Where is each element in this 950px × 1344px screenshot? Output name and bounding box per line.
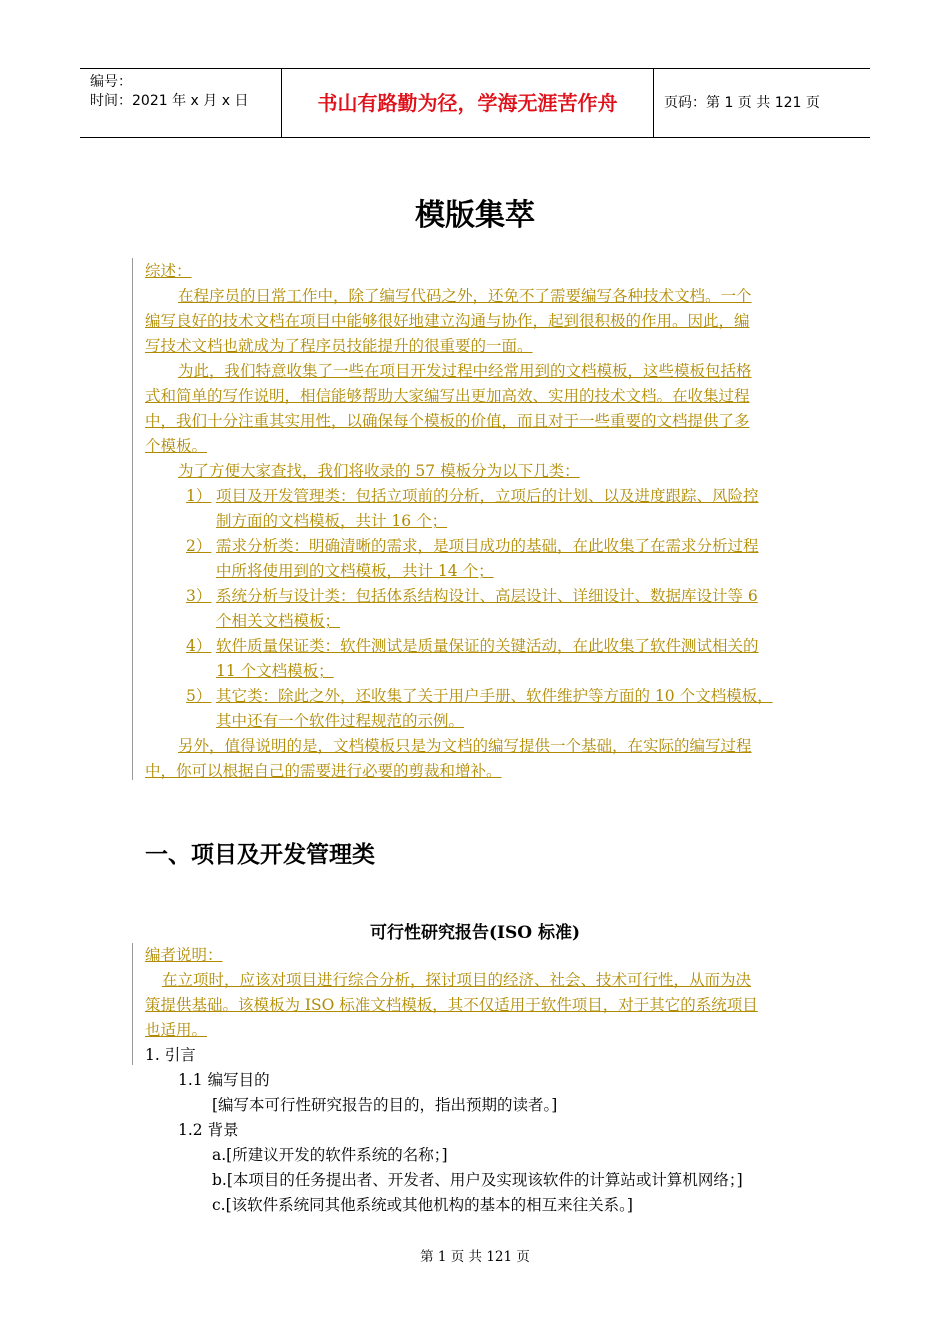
editor-note-heading: 编者说明：: [145, 946, 223, 964]
revision-bar: [132, 258, 133, 780]
editor-note-line2: 策提供基础。该模板为 ISO 标准文档模板，其不仅适用于软件项目，对于其它的系统项目: [145, 996, 758, 1014]
outline-subheading: 1.2 背景: [178, 1121, 239, 1139]
outline-subheading: 1.1 编写目的: [178, 1071, 270, 1089]
list-item-line: 软件质量保证类：软件测试是质量保证的关键活动，在此收集了软件测试相关的: [216, 637, 759, 655]
overview-p4-line2: 中，你可以根据自己的需要进行必要的剪裁和增补。: [145, 762, 502, 780]
list-item-line: 项目及开发管理类：包括立项前的分析，立项后的计划、以及进度跟踪、风险控: [216, 487, 759, 505]
list-item-line: 11 个文档模板；: [216, 662, 334, 680]
overview-p1-line3: 写技术文档也就成为了程序员技能提升的很重要的一面。: [145, 337, 533, 355]
overview-p2-line2: 式和简单的写作说明，相信能够帮助大家编写出更加高效、实用的技术文档。在收集过程: [145, 387, 750, 405]
list-item-number: 4）: [186, 637, 212, 655]
list-item-line: 中所将使用到的文档模板，共计 14 个；: [216, 562, 494, 580]
overview-p1-line1: 在程序员的日常工作中，除了编写代码之外，还免不了需要编写各种技术文档。一个: [178, 287, 752, 305]
outline-text: c.[该软件系统同其他系统或其他机构的基本的相互来往关系。]: [212, 1196, 633, 1214]
header-meta: [80, 69, 282, 137]
header-motto: 书山有路勤为径，学海无涯苦作舟: [282, 69, 654, 137]
list-item-number: 5）: [186, 687, 212, 705]
header-page-info: 页码：第 1 页 共 121 页: [664, 95, 820, 111]
page-footer: 第 1 页 共 121 页: [420, 1249, 530, 1265]
overview-p1-line2: 编写良好的技术文档在项目中能够很好地建立沟通与协作，起到很积极的作用。因此，编: [145, 312, 750, 330]
page-header: [80, 68, 870, 138]
list-item-number: 3）: [186, 587, 212, 605]
list-item-number: 2）: [186, 537, 212, 555]
list-item-line: 个相关文档模板；: [216, 612, 341, 630]
outline-heading: 1. 引言: [145, 1046, 196, 1064]
outline-text: [编写本可行性研究报告的目的，指出预期的读者。]: [212, 1096, 558, 1114]
list-item-number: 1）: [186, 487, 212, 505]
document-title: 模版集萃: [415, 198, 535, 233]
outline-text: a.[所建议开发的软件系统的名称；]: [212, 1146, 448, 1164]
editor-note-line3: 也适用。: [145, 1021, 208, 1039]
number-label: 编号：: [90, 74, 132, 90]
template-title: 可行性研究报告(ISO 标准): [369, 923, 581, 943]
list-item-line: 制方面的文档模板，共计 16 个；: [216, 512, 448, 530]
overview-p4-line1: 另外，值得说明的是，文档模板只是为文档的编写提供一个基础，在实际的编写过程: [178, 737, 752, 755]
revision-bar: [132, 943, 133, 1065]
overview-p3: 为了方便大家查找，我们将收录的 57 模板分为以下几类：: [178, 462, 580, 480]
section-heading: 一、项目及开发管理类: [145, 842, 375, 868]
list-item-line: 其中还有一个软件过程规范的示例。: [216, 712, 465, 730]
time-label: 时间：2021 年 x 月 x 日: [90, 93, 249, 109]
overview-heading: 综述：: [145, 262, 192, 280]
overview-p2-line4: 个模板。: [145, 437, 208, 455]
overview-p2-line3: 中，我们十分注重其实用性，以确保每个模板的价值，而且对于一些重要的文档提供了多: [145, 412, 750, 430]
list-item-line: 系统分析与设计类：包括体系结构设计、高层设计、详细设计、数据库设计等 6: [216, 587, 758, 605]
editor-note-line1: 在立项时，应该对项目进行综合分析，探讨项目的经济、社会、技术可行性，从而为决: [162, 971, 752, 989]
list-item-line: 需求分析类：明确清晰的需求，是项目成功的基础，在此收集了在需求分析过程: [216, 537, 759, 555]
outline-text: b.[本项目的任务提出者、开发者、用户及实现该软件的计算站或计算机网络；]: [212, 1171, 743, 1189]
list-item-line: 其它类：除此之外，还收集了关于用户手册、软件维护等方面的 10 个文档模板，: [216, 687, 773, 705]
overview-p2-line1: 为此，我们特意收集了一些在项目开发过程中经常用到的文档模板，这些模板包括格: [178, 362, 752, 380]
